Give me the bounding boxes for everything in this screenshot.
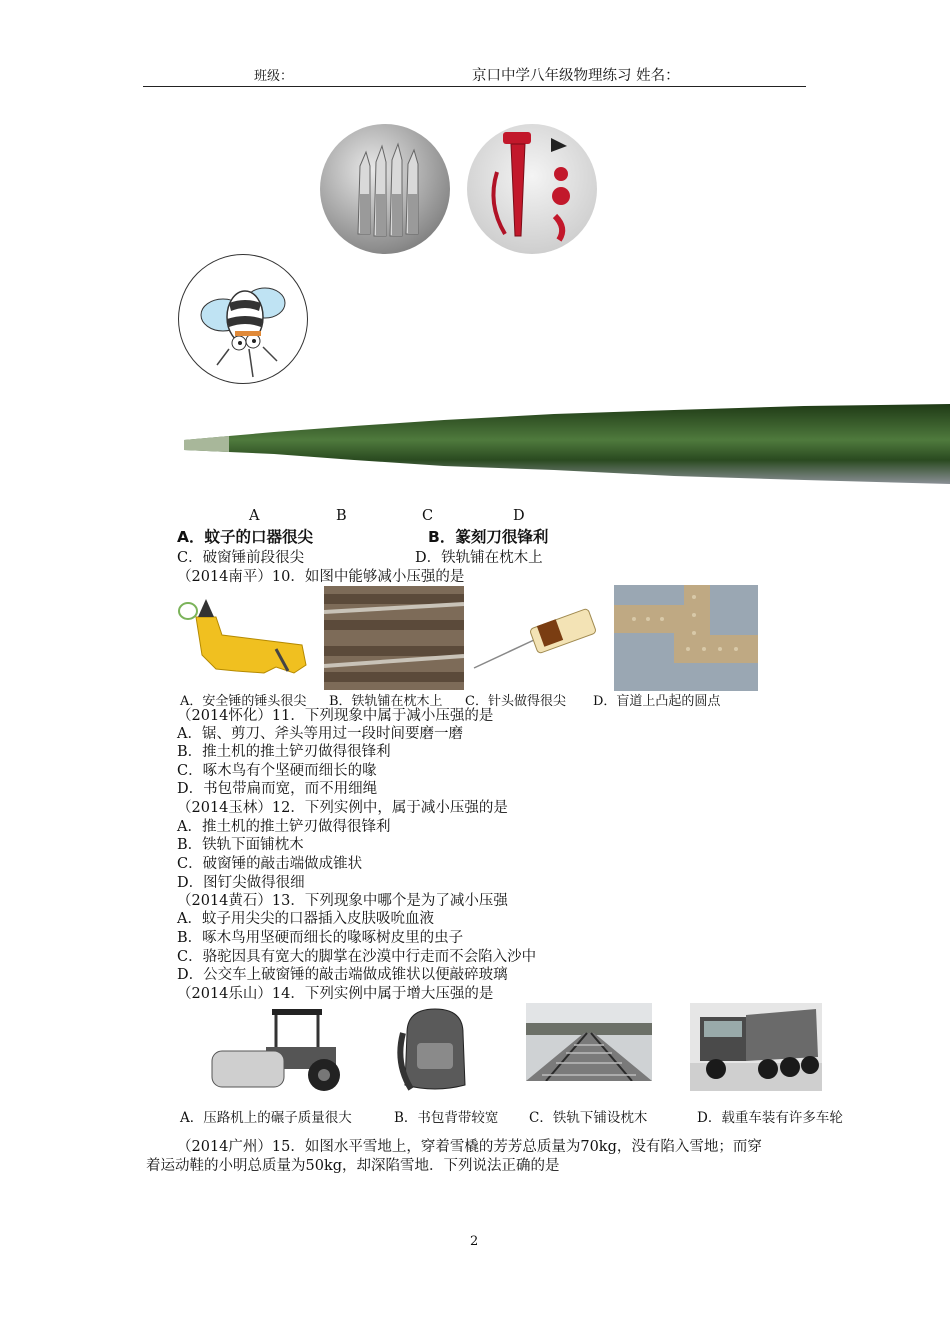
rail-on-sleepers-image xyxy=(324,586,464,690)
figure-label-d: D xyxy=(513,508,525,524)
class-label: 班级： xyxy=(254,69,294,84)
q10-stem: （2014南平）10．如图中能够减小压强的是 xyxy=(177,569,465,585)
q13-option-c: C．骆驼因具有宽大的脚掌在沙漠中行走而不会陷入沙中 xyxy=(177,949,537,965)
q12-stem: （2014玉林）12．下列实例中，属于减小压强的是 xyxy=(177,800,508,816)
q12-option-a: A．推土机的推土铲刃做得很锋利 xyxy=(177,819,391,835)
emergency-hammer-image xyxy=(467,124,597,254)
q11-option-c: C．啄木鸟有个坚硬而细长的喙 xyxy=(177,763,377,779)
road-roller-image xyxy=(206,1007,350,1093)
q9-option-d: D．铁轨铺在枕木上 xyxy=(415,550,543,566)
syringe-image xyxy=(472,604,606,674)
q12-option-b: B．铁轨下面铺枕木 xyxy=(177,837,304,853)
q13-option-a: A．蚊子用尖尖的口器插入皮肤吸吮血液 xyxy=(177,911,434,927)
page-number: 2 xyxy=(470,1234,479,1249)
tactile-paving-image xyxy=(614,585,758,691)
q10-caption-d: D．盲道上凸起的圆点 xyxy=(593,694,721,709)
figure-label-b: B xyxy=(336,508,347,524)
backpack-image xyxy=(393,1003,475,1095)
q11-option-b: B．推土机的推土铲刃做得很锋利 xyxy=(177,744,391,760)
q15-line-2: 着运动鞋的小明总质量为50kg，却深陷雪地．下列说法正确的是 xyxy=(146,1158,560,1174)
q14-caption-a: A．压路机上的碾子质量很大 xyxy=(180,1110,352,1126)
railway-track-image xyxy=(526,1003,652,1081)
safety-hammer-image xyxy=(176,595,314,691)
q15-line-1: （2014广州）15．如图水平雪地上，穿着雪橇的芳芳总质量为70kg，没有陷入雪地；而穿 xyxy=(177,1139,762,1155)
q12-option-d: D．图钉尖做得很细 xyxy=(177,875,305,891)
q14-stem: （2014乐山）14．下列实例中属于增大压强的是 xyxy=(177,986,494,1002)
q11-option-a: A．锯、剪刀、斧头等用过一段时间要磨一磨 xyxy=(177,726,463,742)
q12-option-c: C．破窗锤的敲击端做成锥状 xyxy=(177,856,363,872)
q9-option-a: A．蚊子的口器很尖 xyxy=(177,528,313,546)
q11-option-d: D．书包带扁而宽，而不用细绳 xyxy=(177,781,378,797)
q13-stem: （2014黄石）13．下列现象中哪个是为了减小压强 xyxy=(177,893,508,909)
rail-sleeper-strip-image xyxy=(184,404,950,484)
q13-option-d: D．公交车上破窗锤的敲击端做成锥状以便敲碎玻璃 xyxy=(177,967,508,983)
engraving-knives-image xyxy=(320,124,450,254)
q14-caption-d: D．载重车装有许多车轮 xyxy=(697,1110,843,1126)
figure-label-c: C xyxy=(422,508,434,524)
mosquito-cartoon-image xyxy=(178,254,308,384)
q11-stem: （2014怀化）11．下列现象中属于减小压强的是 xyxy=(177,708,494,724)
q10-caption-a: A．安全锤的锤头很尖 xyxy=(180,694,307,709)
q9-option-c: C．破窗锤前段很尖 xyxy=(177,550,305,566)
dump-truck-image xyxy=(690,1003,822,1091)
q14-caption-b: B．书包背带较宽 xyxy=(394,1110,499,1126)
q14-caption-c: C．铁轨下铺设枕木 xyxy=(529,1110,648,1126)
q10-caption-c: C．针头做得很尖 xyxy=(465,694,566,709)
q10-caption-b: B．铁轨铺在枕木上 xyxy=(329,694,443,709)
header-rule xyxy=(143,86,806,87)
figure-label-a: A xyxy=(249,508,260,524)
page-header-title: 京口中学八年级物理练习 姓名： xyxy=(472,68,680,84)
q9-option-b: B．篆刻刀很锋利 xyxy=(428,528,549,546)
q13-option-b: B．啄木鸟用坚硬而细长的喙啄树皮里的虫子 xyxy=(177,930,464,946)
